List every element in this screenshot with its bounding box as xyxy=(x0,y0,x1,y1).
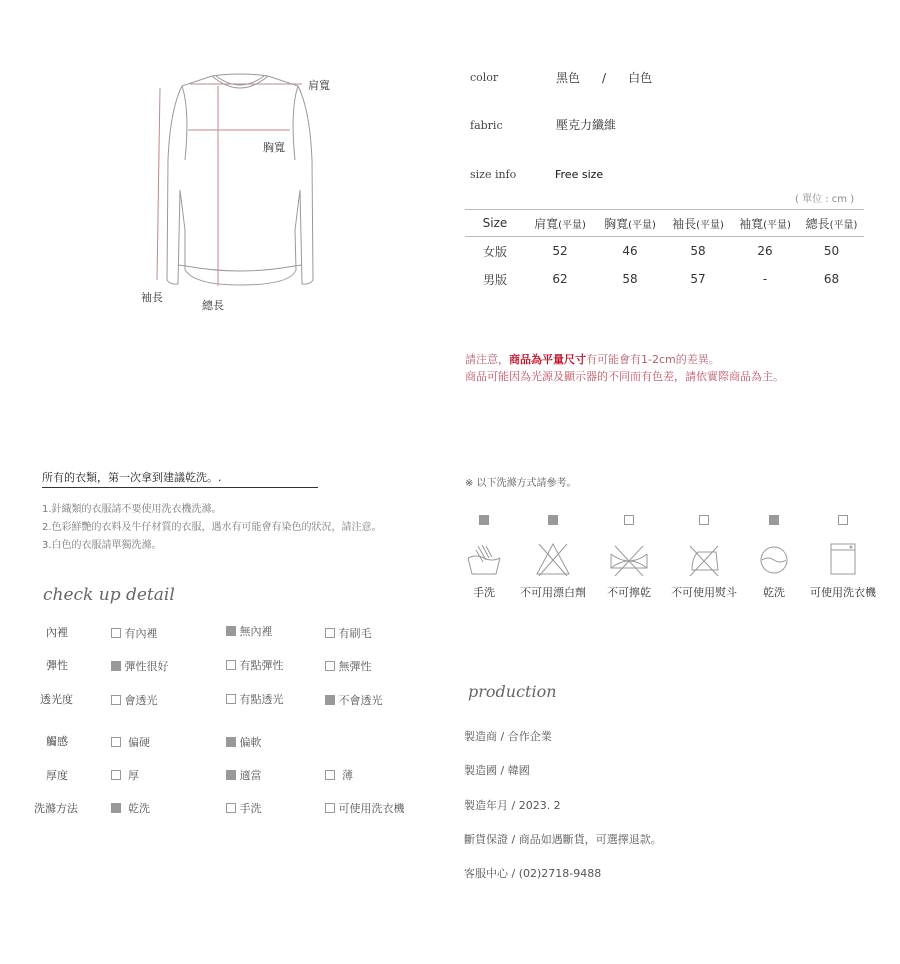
no-bleach-icon xyxy=(533,540,573,580)
production-line: 製造商 / 合作企業 xyxy=(464,730,552,743)
option-checkbox xyxy=(111,803,121,813)
sleeve-label: 袖長 xyxy=(141,291,163,304)
detail-option: 不會透光 xyxy=(325,692,383,708)
shoulder-label: 肩寬 xyxy=(308,79,330,92)
option-checkbox xyxy=(226,803,236,813)
wash-checkbox xyxy=(548,515,558,525)
option-checkbox xyxy=(226,694,236,704)
detail-option: 無彈性 xyxy=(325,658,372,674)
no-iron-icon xyxy=(684,540,724,580)
option-checkbox xyxy=(111,770,121,780)
chest-label: 胸寬 xyxy=(263,141,285,154)
detail-option: 有內裡 xyxy=(111,625,158,641)
table-row: 男版 62 58 57 - 68 xyxy=(482,272,840,287)
production-line: 客服中心 / (02)2718-9488 xyxy=(464,867,602,880)
detail-option: 薄 xyxy=(325,767,353,783)
care-heading: 所有的衣類，第一次拿到建議乾洗。. xyxy=(42,469,318,488)
detail-option: 有刷毛 xyxy=(325,625,372,641)
wash-item-machine-wash: 可使用洗衣機 xyxy=(803,509,883,600)
header-chest: 胸寬(平量) xyxy=(595,210,665,237)
color-key: color xyxy=(470,71,499,84)
option-checkbox xyxy=(226,660,236,670)
detail-label: 彈性 xyxy=(46,659,68,672)
detail-option: 無內裡 xyxy=(226,623,273,639)
option-checkbox xyxy=(325,695,335,705)
wash-checkbox xyxy=(769,515,779,525)
size-table xyxy=(465,209,864,293)
fabric-value: 壓克力纖維 xyxy=(556,118,617,132)
detail-option: 偏軟 xyxy=(226,734,262,750)
header-size: Size xyxy=(465,210,525,237)
wash-item-no-wring: 不可擰乾 xyxy=(589,509,669,600)
detail-title: check up detail xyxy=(43,585,175,605)
garment-measurement-diagram xyxy=(130,70,330,315)
no-wring-icon xyxy=(609,540,649,580)
size-notice: 請注意，商品為平量尺寸有可能會有1-2cm的差異。 xyxy=(465,353,720,366)
wash-checkbox xyxy=(699,515,709,525)
option-checkbox xyxy=(226,626,236,636)
unit-note: ( 單位 : cm ) xyxy=(795,194,855,205)
option-checkbox xyxy=(226,770,236,780)
option-checkbox xyxy=(325,661,335,671)
detail-option: 可使用洗衣機 xyxy=(325,800,405,816)
detail-option: 乾洗 xyxy=(111,800,150,816)
wash-item-dry-clean: 乾洗 xyxy=(734,509,814,600)
header-shoulder: 肩寬(平量) xyxy=(525,210,595,237)
length-label: 總長 xyxy=(202,299,224,312)
wash-item-no-iron: 不可使用熨斗 xyxy=(664,509,744,600)
machine-wash-icon xyxy=(823,540,863,580)
header-sleeve: 袖長(平量) xyxy=(665,210,731,237)
color-notice: 商品可能因為光源及顯示器的不同而有色差，請依實際商品為主。 xyxy=(465,370,784,383)
wash-checkbox xyxy=(838,515,848,525)
header-sleeve-width: 袖寬(平量) xyxy=(731,210,799,237)
detail-option: 有點彈性 xyxy=(226,657,284,673)
detail-option: 有點透光 xyxy=(226,691,284,707)
fabric-key: fabric xyxy=(470,119,503,132)
option-checkbox xyxy=(111,661,121,671)
wash-item-hand-wash: 手洗 xyxy=(444,509,524,600)
production-title: production xyxy=(468,682,557,701)
production-line: 斷貨保證 / 商品如遇斷貨，可選擇退款。 xyxy=(464,833,662,846)
option-checkbox xyxy=(226,737,236,747)
size-key: size info xyxy=(470,168,517,181)
detail-label: 內裡 xyxy=(46,626,68,639)
detail-option: 彈性很好 xyxy=(111,658,169,674)
detail-label: 洗滌方法 xyxy=(34,802,78,815)
detail-label: 厚度 xyxy=(46,769,68,782)
size-value: Free size xyxy=(555,168,604,181)
wash-checkbox xyxy=(624,515,634,525)
table-row: 女版 52 46 58 26 50 xyxy=(482,244,840,259)
detail-label: 觸感 xyxy=(46,735,68,748)
production-line: 製造國 / 韓國 xyxy=(464,764,530,777)
header-length: 總長(平量) xyxy=(799,210,864,237)
option-checkbox xyxy=(325,628,335,638)
care-note: 2.色彩鮮艷的衣料及牛仔材質的衣服，遇水有可能會有染色的狀況，請注意。 xyxy=(42,522,382,533)
production-line: 製造年月 / 2023. 2 xyxy=(464,799,561,812)
option-checkbox xyxy=(111,628,121,638)
care-note: 3.白色的衣服請單獨洗滌。 xyxy=(42,540,162,551)
detail-option: 會透光 xyxy=(111,692,158,708)
wash-item-no-bleach: 不可用漂白劑 xyxy=(513,509,593,600)
care-notes xyxy=(42,501,382,555)
detail-option: 厚 xyxy=(111,767,139,783)
detail-label: 透光度 xyxy=(40,693,73,706)
sleeve-line xyxy=(157,88,160,280)
detail-option: 偏硬 xyxy=(111,734,150,750)
care-note: 1.針織類的衣服請不要使用洗衣機洗滌。 xyxy=(42,504,222,515)
hand-wash-icon xyxy=(464,540,504,580)
wash-checkbox xyxy=(479,515,489,525)
color-value: 黑色 / 白色 xyxy=(556,71,653,85)
option-checkbox xyxy=(111,737,121,747)
option-checkbox xyxy=(325,803,335,813)
size-table-header xyxy=(465,210,864,237)
detail-option: 手洗 xyxy=(226,800,262,816)
dry-clean-icon xyxy=(754,540,794,580)
detail-option: 適當 xyxy=(226,767,262,783)
wash-intro: ※ 以下洗滌方式請參考。 xyxy=(465,478,577,489)
option-checkbox xyxy=(325,770,335,780)
option-checkbox xyxy=(111,695,121,705)
